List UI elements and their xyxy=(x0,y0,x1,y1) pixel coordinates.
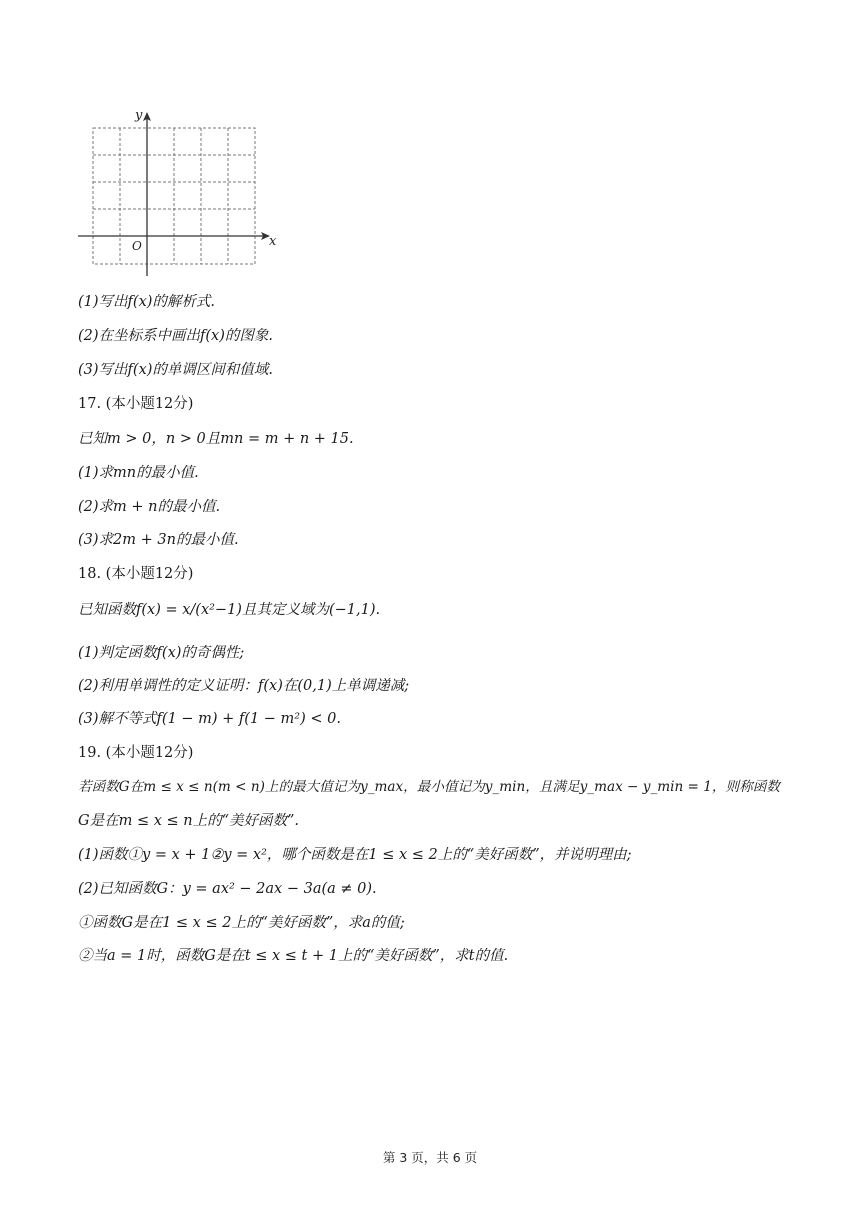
q18-heading: 18. (本小题12分) xyxy=(78,566,194,582)
x-axis-label: x xyxy=(269,234,277,249)
q17-part2: (2)求m + n的最小值. xyxy=(78,499,221,515)
coordinate-grid-figure xyxy=(72,104,282,280)
q19-statement-line2: G是在m ≤ x ≤ n上的“美好函数”. xyxy=(78,813,300,829)
axes xyxy=(78,118,264,276)
page-footer: 第 3 页，共 6 页 xyxy=(382,1150,478,1165)
dashed-grid xyxy=(93,128,255,264)
q19-part2: (2)已知函数G：y = ax² − 2ax − 3a(a ≠ 0). xyxy=(78,881,377,897)
q18-part2: (2)利用单调性的定义证明：f(x)在(0,1)上单调递减; xyxy=(78,678,410,694)
y-axis-label: y xyxy=(135,108,143,123)
q18-statement: 已知函数f(x) = x/(x²−1)且其定义域为(−1,1). xyxy=(78,602,381,618)
q18-part1: (1)判定函数f(x)的奇偶性; xyxy=(78,645,245,661)
q16-part2: (2)在坐标系中画出f(x)的图象. xyxy=(78,328,274,344)
q16-part1: (1)写出f(x)的解析式. xyxy=(78,294,216,310)
q19-heading: 19. (本小题12分) xyxy=(78,745,194,761)
q17-heading: 17. (本小题12分) xyxy=(78,396,194,412)
q19-statement-line1: 若函数G在m ≤ x ≤ n(m < n)上的最大值记为y_max，最小值记为y_min，且满足y_max − y_min = 1，则称函数 xyxy=(78,779,780,795)
q18-part3: (3)解不等式f(1 − m) + f(1 − m²) < 0. xyxy=(78,711,341,727)
q17-statement: 已知m > 0，n > 0且mn = m + n + 15. xyxy=(78,431,354,447)
q19-part2-sub1: ①函数G是在1 ≤ x ≤ 2上的“美好函数”，求a的值; xyxy=(78,915,405,931)
origin-label: O xyxy=(132,239,142,253)
q17-part1: (1)求mn的最小值. xyxy=(78,465,199,481)
q17-part3: (3)求2m + 3n的最小值. xyxy=(78,532,239,548)
q16-part3: (3)写出f(x)的单调区间和值域. xyxy=(78,362,274,378)
q19-part1: (1)函数①y = x + 1②y = x²，哪个函数是在1 ≤ x ≤ 2上的“美好函数”，并说明理由; xyxy=(78,847,632,863)
q19-part2-sub2: ②当a = 1时，函数G是在t ≤ x ≤ t + 1上的“美好函数”，求t的值. xyxy=(78,948,509,964)
